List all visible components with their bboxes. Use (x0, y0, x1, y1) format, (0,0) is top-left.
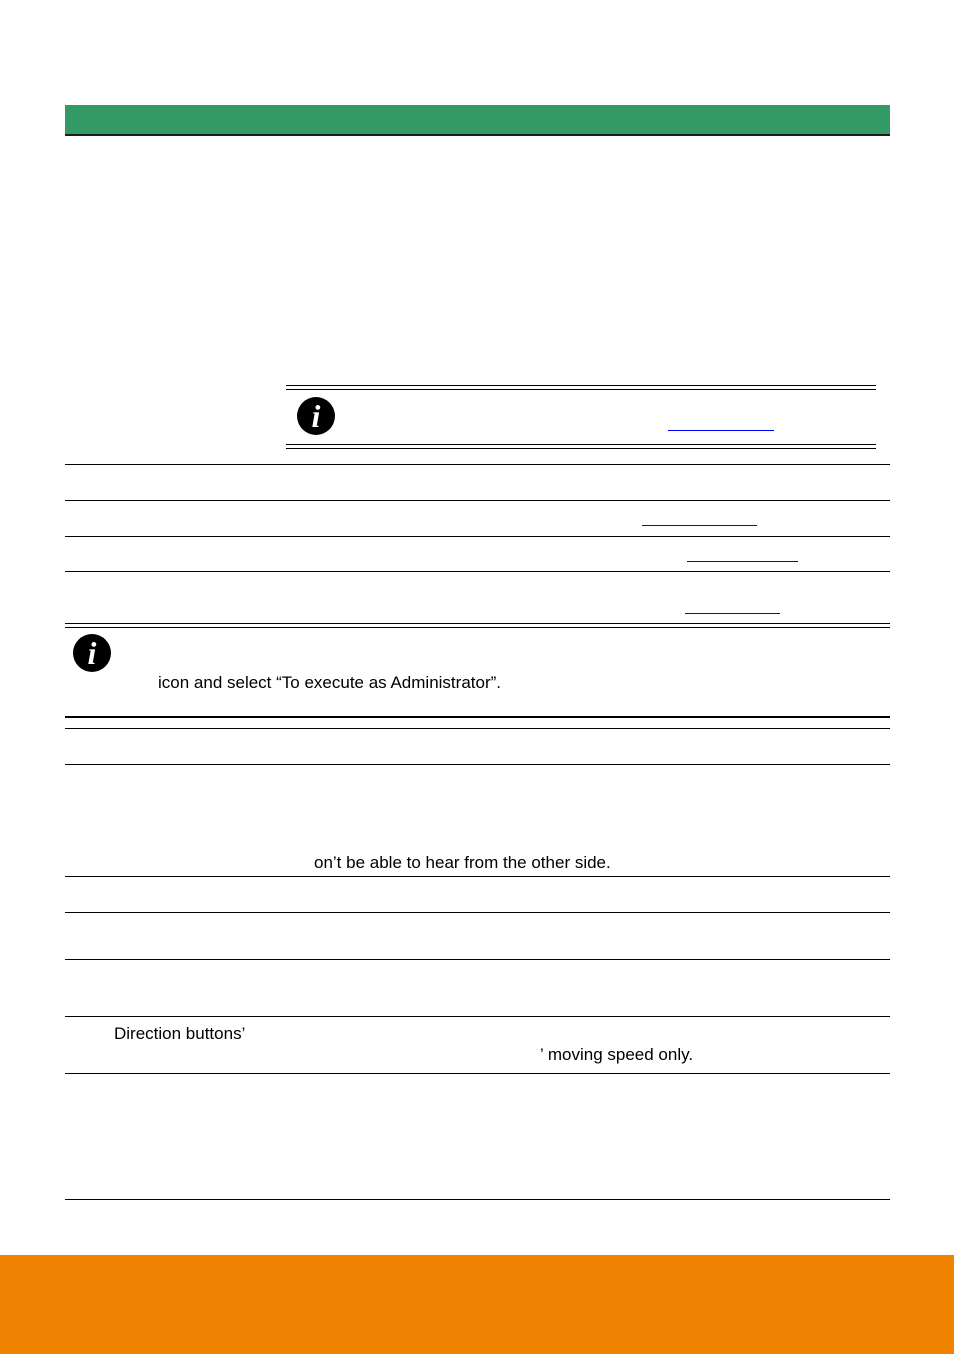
table-row-divider (65, 764, 890, 765)
table-row-divider (65, 912, 890, 913)
table-row-divider (65, 1016, 890, 1017)
direction-buttons-description: ’ moving speed only. (540, 1045, 694, 1064)
admin-note-text: icon and select “To execute as Administrator”. (158, 673, 501, 692)
section-header-bar (65, 105, 890, 136)
info-icon: i (73, 634, 111, 672)
table-row-divider (65, 876, 890, 877)
table-row-divider (65, 571, 890, 572)
note-link[interactable] (668, 430, 774, 431)
table-bottom-border (65, 1199, 890, 1200)
admin-note-bottom-border (65, 716, 890, 718)
talk-row-text: on’t be able to hear from the other side. (314, 853, 611, 872)
row-link[interactable] (687, 561, 798, 562)
table-row-divider (65, 464, 890, 465)
row-link[interactable] (685, 613, 780, 614)
note-box-bottom-border (286, 444, 876, 449)
table-row-divider (65, 728, 890, 729)
direction-buttons-label: Direction buttons’ (114, 1024, 246, 1043)
table-row-divider (65, 959, 890, 960)
table-row-divider (65, 1073, 890, 1074)
admin-note-top-border (65, 623, 890, 628)
table-row-divider (65, 500, 890, 501)
note-box-top-border (286, 385, 876, 390)
row-link[interactable] (642, 525, 757, 526)
info-icon: i (297, 397, 335, 435)
table-row-divider (65, 536, 890, 537)
page-footer-bar (0, 1255, 954, 1354)
